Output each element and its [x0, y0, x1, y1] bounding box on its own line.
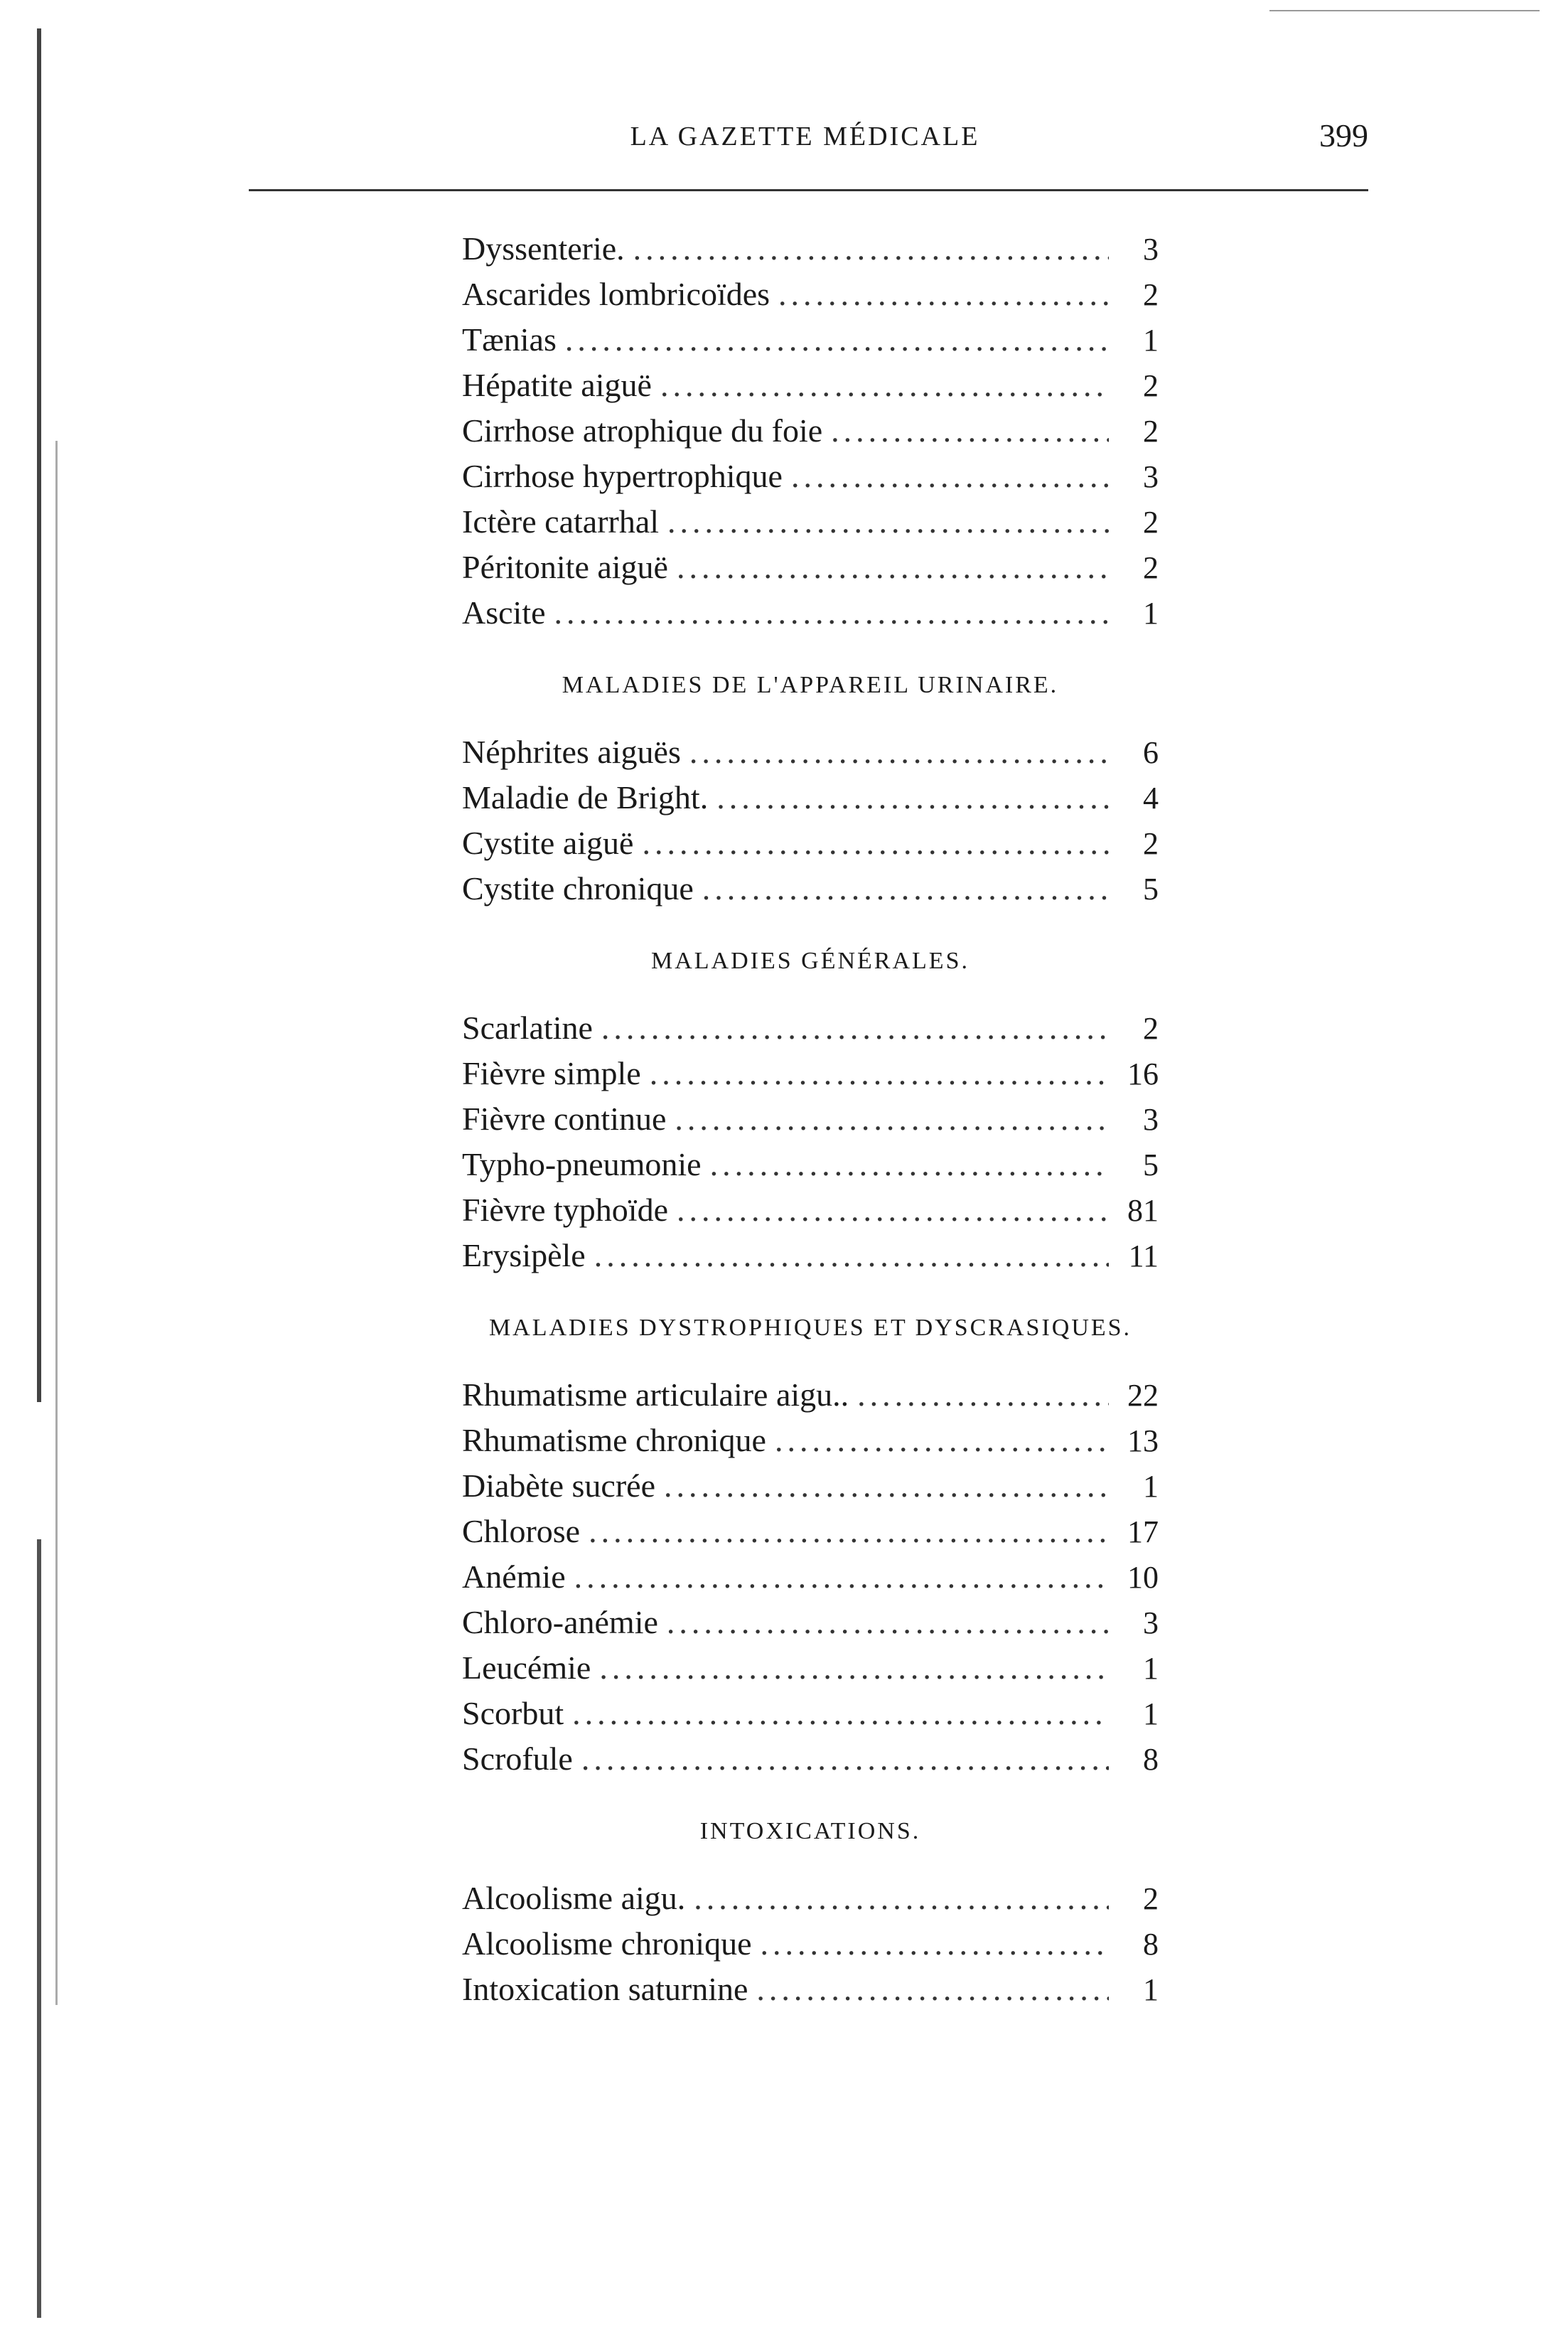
- scan-edge-artifact: [37, 28, 41, 2318]
- list-item: [462, 1096, 1159, 1142]
- list-item: [462, 499, 1159, 545]
- dot-leader: [594, 1233, 1109, 1278]
- case-count: 2: [1143, 550, 1159, 585]
- case-count: 6: [1143, 735, 1159, 770]
- case-count: 4: [1143, 781, 1159, 816]
- dot-leader: [675, 1096, 1109, 1142]
- case-count: 2: [1143, 414, 1159, 449]
- disease-name: Fièvre simple: [462, 1055, 641, 1091]
- disease-name: Ascarides lombricoïdes: [462, 276, 770, 312]
- section-title: INTOXICATIONS.: [699, 1818, 921, 1844]
- dot-leader: [581, 1736, 1109, 1782]
- list-item: [462, 1372, 1159, 1418]
- case-count: 5: [1143, 1148, 1159, 1182]
- page-number: 399: [1319, 117, 1368, 154]
- dot-leader: [572, 1691, 1109, 1736]
- dot-leader: [791, 454, 1109, 499]
- case-count: 17: [1127, 1514, 1159, 1549]
- disease-name: Chloro-anémie: [462, 1604, 658, 1640]
- case-count: 10: [1127, 1560, 1159, 1595]
- list-item: [462, 775, 1159, 820]
- section-title: MALADIES DYSTROPHIQUES ET DYSCRASIQUES.: [488, 1315, 1132, 1341]
- sections: [462, 665, 1159, 2012]
- disease-name: Ictère catarrhal: [462, 503, 660, 540]
- disease-name: Ascite: [462, 594, 546, 631]
- list-item: [462, 408, 1159, 454]
- case-count: 2: [1143, 1881, 1159, 1916]
- dot-leader: [857, 1372, 1109, 1418]
- case-count: 22: [1127, 1378, 1159, 1413]
- dot-leader: [716, 775, 1109, 820]
- disease-name: Alcoolisme aigu.: [462, 1880, 686, 1916]
- case-count: 1: [1143, 1651, 1159, 1686]
- disease-name: Tænias: [462, 321, 557, 358]
- disease-name: Cirrhose atrophique du foie: [462, 412, 823, 449]
- disease-name: Néphrites aiguës: [462, 734, 681, 770]
- section-title: MALADIES DE L'APPAREIL URINAIRE.: [562, 672, 1059, 698]
- disease-name: Alcoolisme chronique: [462, 1925, 752, 1962]
- case-count: 2: [1143, 368, 1159, 403]
- case-count: 2: [1143, 505, 1159, 540]
- dot-leader: [761, 1921, 1109, 1967]
- list-item: [462, 1967, 1159, 2012]
- list-item: [462, 1005, 1159, 1051]
- dot-leader: [702, 866, 1109, 911]
- case-count: 81: [1127, 1193, 1159, 1228]
- list-item: [462, 729, 1159, 775]
- list-item: [462, 590, 1159, 636]
- case-count: 16: [1127, 1057, 1159, 1091]
- disease-name: Rhumatisme articulaire aigu..: [462, 1376, 849, 1413]
- case-count: 1: [1143, 1469, 1159, 1504]
- disease-name: Intoxication saturnine: [462, 1971, 748, 2007]
- dot-leader: [677, 545, 1109, 590]
- list-item: [462, 820, 1159, 866]
- case-count: 2: [1143, 277, 1159, 312]
- scan-edge-shadow: [55, 441, 58, 2005]
- case-count: 13: [1127, 1423, 1159, 1458]
- dot-leader: [660, 363, 1109, 408]
- list-item: [462, 1554, 1159, 1600]
- dot-leader: [633, 226, 1109, 272]
- dot-leader: [778, 272, 1109, 317]
- dot-leader: [664, 1463, 1109, 1509]
- disease-name: Cystite aiguë: [462, 825, 634, 861]
- disease-name: Cirrhose hypertrophique: [462, 458, 783, 494]
- disease-name: Erysipèle: [462, 1237, 586, 1273]
- case-count: 8: [1143, 1742, 1159, 1777]
- running-title: LA GAZETTE MÉDICALE: [630, 122, 980, 151]
- case-count: 8: [1143, 1927, 1159, 1962]
- list-item: [462, 545, 1159, 590]
- list-item: [462, 1418, 1159, 1463]
- case-count: 3: [1143, 1102, 1159, 1137]
- case-count: 2: [1143, 1011, 1159, 1046]
- list-item: [462, 1051, 1159, 1096]
- case-count: 5: [1143, 872, 1159, 907]
- dot-leader: [667, 1600, 1109, 1645]
- dot-leader: [565, 317, 1109, 363]
- list-item: [462, 363, 1159, 408]
- list-item: [462, 1921, 1159, 1967]
- list-item: [462, 1736, 1159, 1782]
- disease-name: Maladie de Bright.: [462, 779, 709, 816]
- disease-name: Hépatite aiguë: [462, 367, 652, 403]
- case-count: 11: [1128, 1239, 1159, 1273]
- dot-leader: [589, 1509, 1109, 1554]
- dot-leader: [554, 590, 1109, 636]
- header-rule: [249, 189, 1368, 191]
- dot-leader: [775, 1418, 1109, 1463]
- disease-name: Fièvre typhoïde: [462, 1192, 668, 1228]
- disease-name: Anémie: [462, 1558, 566, 1595]
- dot-leader: [710, 1142, 1109, 1187]
- case-count: 1: [1143, 1972, 1159, 2007]
- dot-leader: [650, 1051, 1109, 1096]
- dot-leader: [667, 499, 1109, 545]
- list-item: [462, 1509, 1159, 1554]
- disease-list: [462, 226, 1159, 2012]
- disease-name: Chlorose: [462, 1513, 581, 1549]
- scan-top-line: [1269, 10, 1540, 11]
- dot-leader: [642, 820, 1109, 866]
- case-count: 3: [1143, 1605, 1159, 1640]
- case-count: 1: [1143, 596, 1159, 631]
- disease-name: Scarlatine: [462, 1010, 593, 1046]
- list-item: [462, 866, 1159, 911]
- disease-name: Cystite chronique: [462, 870, 694, 907]
- dot-leader: [756, 1967, 1109, 2012]
- list-item: [462, 1187, 1159, 1233]
- disease-name: Diabète sucrée: [462, 1467, 656, 1504]
- list-item: [462, 1691, 1159, 1736]
- case-count: 1: [1143, 323, 1159, 358]
- disease-name: Fièvre continue: [462, 1101, 667, 1137]
- disease-name: Péritonite aiguë: [462, 549, 668, 585]
- dot-leader: [599, 1645, 1109, 1691]
- list-item: [462, 1876, 1159, 1921]
- disease-name: Scorbut: [462, 1695, 564, 1731]
- list-item: [462, 317, 1159, 363]
- dot-leader: [831, 408, 1109, 454]
- case-count: 1: [1143, 1696, 1159, 1731]
- case-count: 2: [1143, 826, 1159, 861]
- list-item: [462, 1233, 1159, 1278]
- list-item: [462, 454, 1159, 499]
- dot-leader: [601, 1005, 1109, 1051]
- disease-name: Rhumatisme chronique: [462, 1422, 766, 1458]
- dot-leader: [677, 1187, 1109, 1233]
- dot-leader: [689, 729, 1109, 775]
- list-item: [462, 1645, 1159, 1691]
- list-item: [462, 1463, 1159, 1509]
- section-title: MALADIES GÉNÉRALES.: [651, 948, 970, 974]
- dot-leader: [694, 1876, 1109, 1921]
- disease-name: Dyssenterie.: [462, 230, 625, 267]
- list-item: [462, 1142, 1159, 1187]
- disease-name: Leucémie: [462, 1649, 591, 1686]
- disease-name: Typho-pneumonie: [462, 1146, 702, 1182]
- disease-name: Scrofule: [462, 1741, 573, 1777]
- list-item: [462, 1600, 1159, 1645]
- case-count: 3: [1143, 232, 1159, 267]
- list-item: [462, 272, 1159, 317]
- list-item: [462, 226, 1159, 272]
- dot-leader: [574, 1554, 1109, 1600]
- page-header: [242, 114, 1368, 156]
- case-count: 3: [1143, 459, 1159, 494]
- digestive-diseases-group: [462, 226, 1159, 636]
